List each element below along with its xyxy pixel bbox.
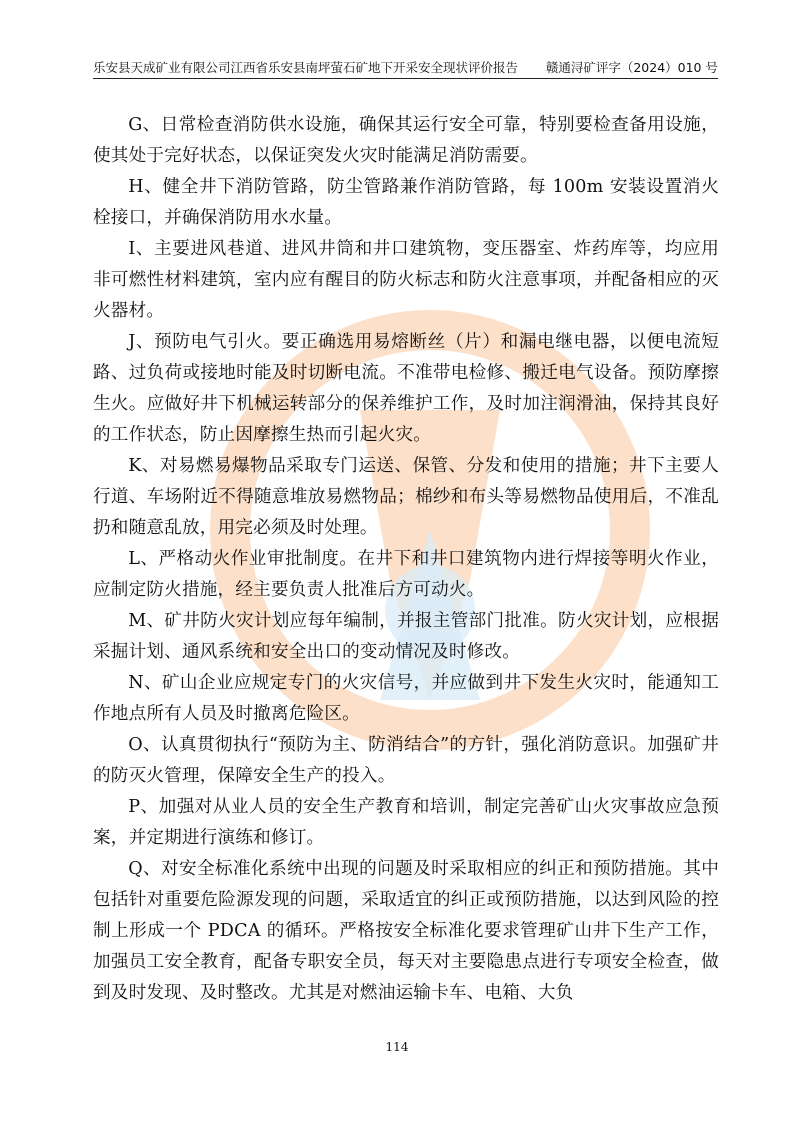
page-number: 114: [385, 1040, 409, 1054]
document-body: [93, 110, 719, 1009]
page-header: [93, 56, 718, 76]
paragraph-m: M、矿井防火灾计划应每年编制，并报主管部门批准。防火灾计划，应根据采掘计划、通风系统和安全出口的变动情况及时修改。: [93, 611, 719, 662]
paragraph-q: Q、对安全标准化系统中出现的问题及时采取相应的纠正和预防措施。其中包括针对重要危险源发现的问题，采取适宜的纠正或预防措施，以达到风险的控制上形成一个 PDCA 的循环。严格按安全标准化要求管理矿山井下生产工作，加强员工安全教育，配备专职安全员，每天对主要隐患点进行专项安全检查，做到及时发现、及时整改。尤其是对燃油运输卡车、电箱、大负: [93, 859, 719, 1003]
paragraph-k: K、对易燃易爆物品采取专门运送、保管、分发和使用的措施；井下主要人行道、车场附近不得随意堆放易燃物品；棉纱和布头等易燃物品使用后，不准乱扔和随意乱放，用完必须及时处理。: [93, 456, 719, 538]
header-report-title: 乐安县天成矿业有限公司江西省乐安县南坪萤石矿地下开采安全现状评价报告: [93, 60, 519, 75]
paragraph-n: N、矿山企业应规定专门的火灾信号，并应做到井下发生火灾时，能通知工作地点所有人员及时撤离危险区。: [93, 673, 719, 724]
header-divider: [93, 78, 718, 79]
paragraph-j: J、预防电气引火。要正确选用易熔断丝（片）和漏电继电器，以便电流短路、过负荷或接地时能及时切断电流。不准带电检修、搬迁电气设备。预防摩擦生火。应做好井下机械运转部分的保养维护工作，及时加注润滑油，保持其良好的工作状态，防止因摩擦生热而引起火灾。: [93, 332, 719, 445]
paragraph-i: I、主要进风巷道、进风井筒和井口建筑物，变压器室、炸药库等，均应用非可燃性材料建筑，室内应有醒目的防火标志和防火注意事项，并配备相应的灭火器材。: [93, 239, 719, 321]
paragraph-h: H、健全井下消防管路，防尘管路兼作消防管路，每 100m 安装设置消火栓接口，并确保消防用水水量。: [93, 177, 719, 228]
paragraph-l: L、严格动火作业审批制度。在井下和井口建筑物内进行焊接等明火作业，应制定防火措施，经主要负责人批准后方可动火。: [93, 549, 719, 600]
header-report-number: 赣通浔矿评字（2024）010 号: [545, 60, 718, 75]
paragraph-p: P、加强对从业人员的安全生产教育和培训，制定完善矿山火灾事故应急预案，并定期进行演练和修订。: [93, 797, 719, 848]
paragraph-o: O、认真贯彻执行“预防为主、防消结合”的方针，强化消防意识。加强矿井的防灭火管理，保障安全生产的投入。: [93, 735, 719, 786]
paragraph-g: G、日常检查消防供水设施，确保其运行安全可靠，特别要检查备用设施，使其处于完好状态，以保证突发火灾时能满足消防需要。: [93, 115, 719, 166]
